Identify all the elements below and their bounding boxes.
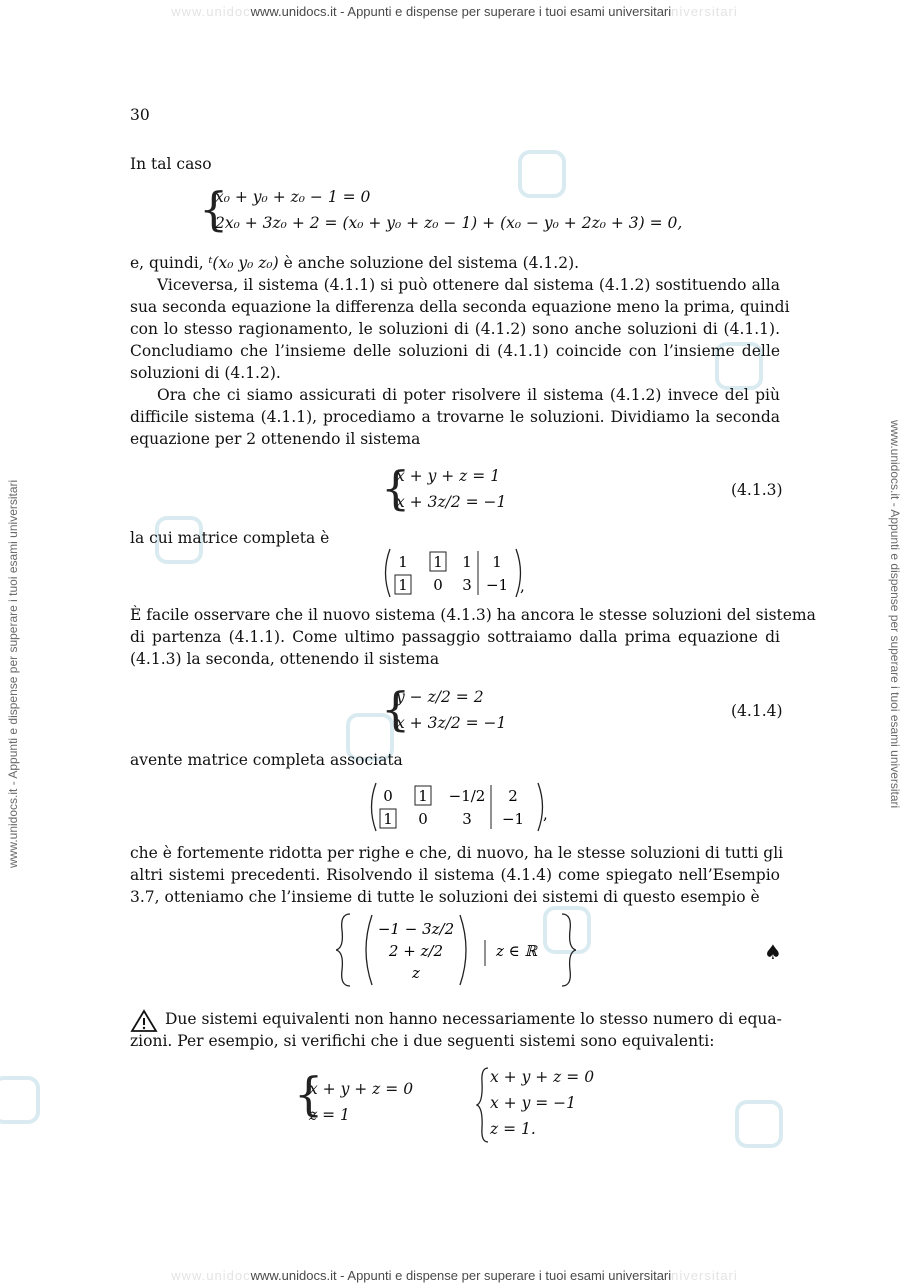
paragraph-intro: In tal caso	[130, 155, 212, 173]
equation-line: y − z/2 = 2	[396, 688, 484, 706]
matrix-entry: 3	[462, 810, 472, 828]
page-number: 30	[130, 106, 150, 124]
paragraph-line: equazione per 2 ottenendo il sistema	[130, 430, 421, 448]
vector-paren-left	[366, 915, 372, 985]
brace: {	[381, 682, 411, 736]
large-brace-svg	[476, 1066, 490, 1144]
equation-line: x + y + z = 1	[396, 467, 501, 485]
matrix-entry: 0	[418, 810, 428, 828]
paragraph-line: sua seconda equazione la differenza della seconda equazione meno la prima, quindi	[130, 298, 790, 316]
brace	[476, 1066, 490, 1148]
paragraph-line: la cui matrice completa è	[130, 529, 330, 547]
vector-entry: z	[412, 964, 420, 982]
equation-line: x + y + z = 0	[309, 1080, 414, 1098]
matrix-entry: 1	[433, 553, 443, 571]
brace: {	[381, 461, 411, 515]
equation-line: z = 1	[309, 1106, 350, 1124]
equation-line: 2x₀ + 3z₀ + 2 = (x₀ + y₀ + z₀ − 1) + (x₀ − y₀ + 2z₀ + 3) = 0,	[215, 214, 683, 232]
matrix-paren-left	[386, 549, 391, 597]
equation-line: x + 3z/2 = −1	[396, 714, 507, 732]
watermark-right: www.unidocs.it - Appunti e dispense per superare i tuoi esami universitari	[888, 420, 902, 809]
matrix-entry: 1	[383, 810, 393, 828]
paragraph-line: difficile sistema (4.1.1), procediamo a trovarne le soluzioni. Dividiamo la seconda	[130, 408, 780, 426]
paragraph-line: È facile osservare che il nuovo sistema (4.1.3) ha ancora le stesse soluzioni del sistema	[130, 606, 816, 624]
watermark-logo	[0, 1076, 40, 1124]
equation-line: z = 1.	[490, 1120, 536, 1138]
matrix-svg	[380, 547, 530, 599]
paragraph-2: e, quindi, ᵗ(x₀ y₀ z₀) è anche soluzione del sistema (4.1.2).	[130, 254, 580, 272]
vector-entry: 2 + z/2	[388, 942, 444, 960]
matrix-entry: 1	[398, 576, 408, 594]
matrix-entry: −1	[485, 576, 509, 594]
solution-svg	[336, 910, 576, 990]
matrix-entry: 3	[462, 576, 472, 594]
paragraph-line: soluzioni di (4.1.2).	[130, 364, 281, 382]
set-condition: z ∈ ℝ	[496, 942, 538, 960]
vector-paren-right	[460, 915, 466, 985]
matrix-paren-right	[538, 783, 543, 831]
matrix-entry: 0	[433, 576, 443, 594]
equation-number: (4.1.3)	[731, 481, 783, 499]
vector-entry: −1 − 3z/2	[377, 920, 455, 938]
matrix-entry: 1	[418, 787, 428, 805]
brace: {	[199, 182, 229, 236]
equation-line: x + 3z/2 = −1	[396, 493, 507, 511]
matrix-entry: 0	[383, 787, 393, 805]
matrix-paren-left	[372, 783, 377, 831]
paragraph-line: con lo stesso ragionamento, le soluzioni di (4.1.2) sono anche soluzioni di (4.1.1).	[130, 320, 780, 338]
paragraph-line: Due sistemi equivalenti non hanno necessariamente lo stesso numero di equa-	[165, 1010, 782, 1028]
paragraph-line: zioni. Per esempio, si verifichi che i due seguenti sistemi sono equivalenti:	[130, 1032, 715, 1050]
paragraph-line: di partenza (4.1.1). Come ultimo passaggio sottraiamo dalla prima equazione di	[130, 628, 780, 646]
watermark-logo	[735, 1100, 783, 1148]
paragraph-line: Viceversa, il sistema (4.1.1) si può ottenere dal sistema (4.1.2) sostituendo alla	[157, 276, 780, 294]
augmented-matrix	[380, 547, 530, 603]
set-brace-right	[562, 914, 576, 986]
matrix-entry: 1	[398, 553, 408, 571]
solution-set	[336, 910, 576, 994]
equation-line: x + y = −1	[490, 1094, 577, 1112]
matrix-svg	[366, 781, 556, 833]
matrix-entry: −1	[501, 810, 525, 828]
equation-line: x + y + z = 0	[490, 1068, 595, 1086]
paragraph-line: avente matrice completa associata	[130, 751, 403, 769]
set-brace-left	[336, 914, 350, 986]
matrix-entry: 2	[508, 787, 518, 805]
equation-line: x₀ + y₀ + z₀ − 1 = 0	[215, 188, 371, 206]
matrix-comma: ,	[543, 805, 548, 823]
paragraph-line: Concludiamo che l’insieme delle soluzioni di (4.1.1) coincide con l’insieme delle	[130, 342, 780, 360]
matrix-entry: 1	[462, 553, 472, 571]
watermark-bottom: www.unidocwww.unidocs.it - Appunti e dispense per superare i tuoi esami universitariniversitari	[171, 1268, 738, 1283]
paragraph-line: Ora che ci siamo assicurati di poter risolvere il sistema (4.1.2) invece del più	[157, 386, 780, 404]
paragraph-line: altri sistemi precedenti. Risolvendo il sistema (4.1.4) come spiegato nell’Esempio	[130, 866, 780, 884]
matrix-comma: ,	[520, 577, 525, 595]
equation-number: (4.1.4)	[731, 702, 783, 720]
warning-icon	[130, 1009, 158, 1033]
watermark-left: www.unidocs.it - Appunti e dispense per superare i tuoi esami universitari	[6, 479, 20, 868]
end-of-example-mark: ♠	[764, 940, 782, 964]
paragraph-line: (4.1.3) la seconda, ottenendo il sistema	[130, 650, 440, 668]
watermark-top: www.unidocwww.unidocs.it - Appunti e dispense per superare i tuoi esami universitariniversitari	[171, 4, 738, 19]
brace: {	[294, 1067, 324, 1121]
matrix-entry: 1	[492, 553, 502, 571]
paragraph-line: che è fortemente ridotta per righe e che, di nuovo, ha le stesse soluzioni di tutti gli	[130, 844, 784, 862]
paragraph-line: 3.7, otteniamo che l’insieme di tutte le soluzioni dei sistemi di questo esempio è	[130, 888, 760, 906]
augmented-matrix	[366, 781, 556, 837]
matrix-entry: −1/2	[448, 787, 486, 805]
